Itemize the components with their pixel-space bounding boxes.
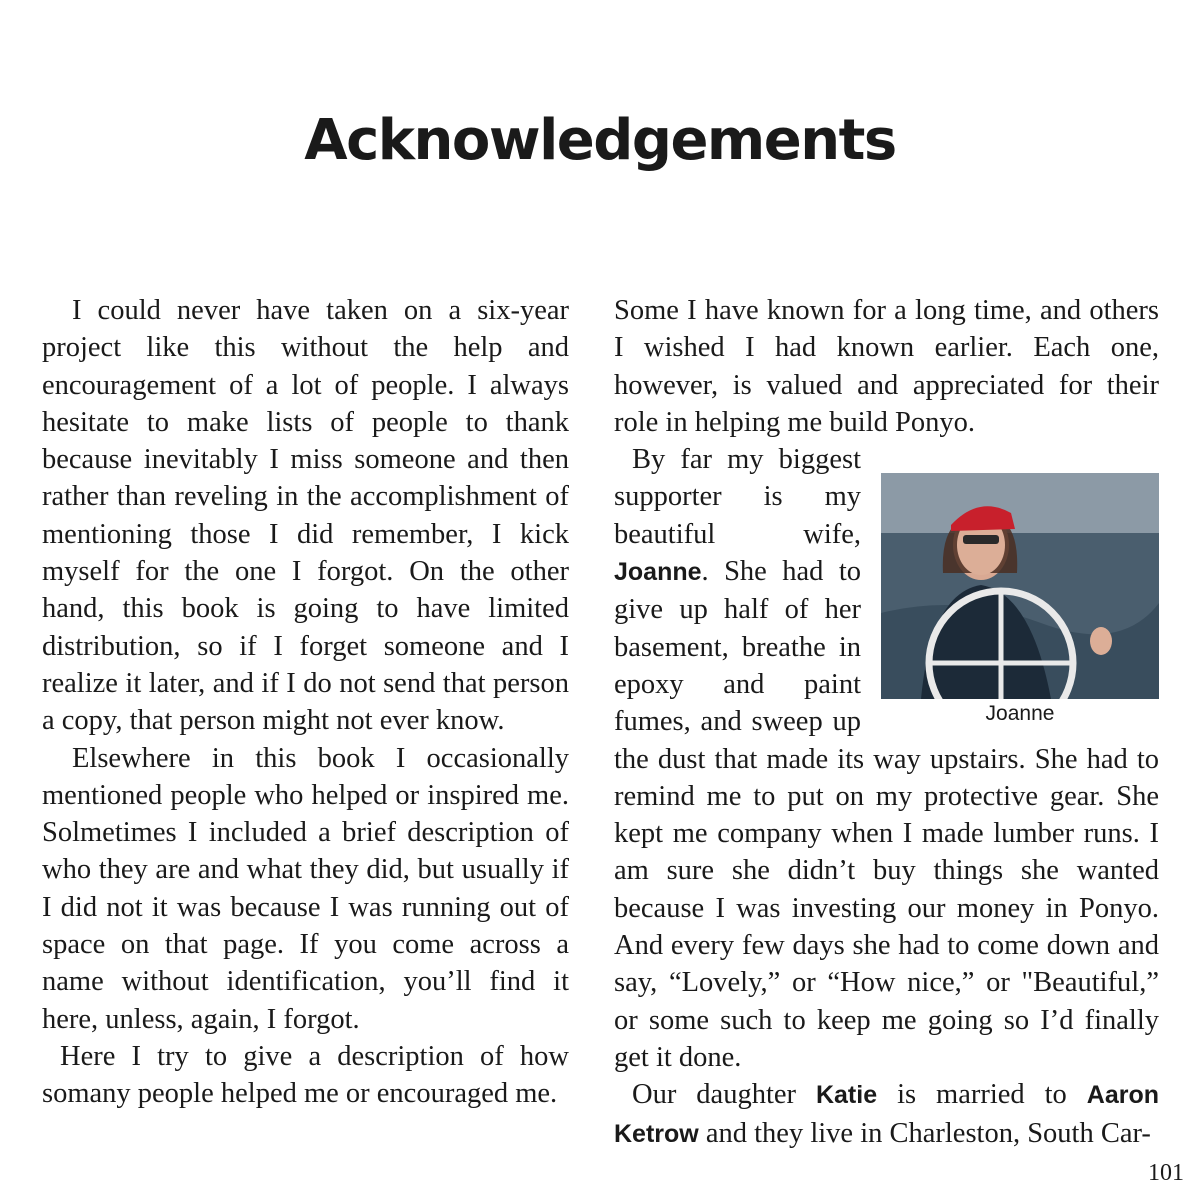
photo-caption: Joanne <box>985 702 1055 726</box>
joanne-photo <box>881 473 1159 699</box>
name-katie: Katie <box>815 1081 878 1110</box>
paragraph-elsewhere: Elsewhere in this book I occasionally mentioned people who helped or inspired me. Solmetimes I included a brief description of who they are and what they did, but usually if I did not it was because I was running out of space on that page. If you come across a name without identification, you’ll find it here, unless, again, I forgot. <box>42 742 569 1035</box>
paragraph-intro: I could never have taken on a six-year project like this without the help and encouragement of a lot of people. I always hesitate to make lists of people to thank because inevitably I miss someone and then rather than reveling in the accomplishment of mentioning those I did remember, I kick myself for the one I forgot. On the other hand, this book is going to have limited distribution, so if I forget someone and I realize it later, and if I do not send that person a copy, that person might not ever know. <box>42 295 569 737</box>
right-column <box>614 292 1159 1153</box>
paragraph-joanne-rest: . She had to give up half of her basement, breathe in epoxy and paint fumes, and sweep up the dust that made its way upstairs. She had to remind me to put on my protective gear. She kept me company when I made lumber runs. I am sure she didn’t buy things she wanted because I was investing our money in Ponyo. And every few days she had to come down and say, “Lovely,” or “How nice,” or "Beautiful,” or some such to keep me going so I’d finally get it done. <box>614 556 1159 1073</box>
name-aaron: Aaron Ketrow <box>614 1081 1160 1148</box>
photo-figure <box>881 473 1159 727</box>
paragraph-katie-mid: is married to <box>877 1079 1087 1111</box>
paragraph-katie <box>614 1076 1159 1153</box>
left-column <box>42 292 569 1113</box>
paragraph-katie-rest: and they live in Charleston, South Car- <box>698 1117 1151 1149</box>
name-joanne: Joanne <box>614 558 702 587</box>
paragraph-katie-start: Our daughter <box>632 1079 816 1111</box>
paragraph-description: Here I try to give a description of how somany people helped me or encouraged me. <box>42 1040 569 1110</box>
page-title: Acknowledgements <box>304 108 896 173</box>
page-number: 101 <box>1148 1160 1184 1186</box>
paragraph-known: Some I have known for a long time, and others I wished I had known earlier. Each one, however, is valued and appreciated for their role in helping me build Ponyo. <box>614 295 1159 438</box>
paragraph-joanne-start: By far my biggest supporter is my beautiful wife, <box>614 444 861 550</box>
